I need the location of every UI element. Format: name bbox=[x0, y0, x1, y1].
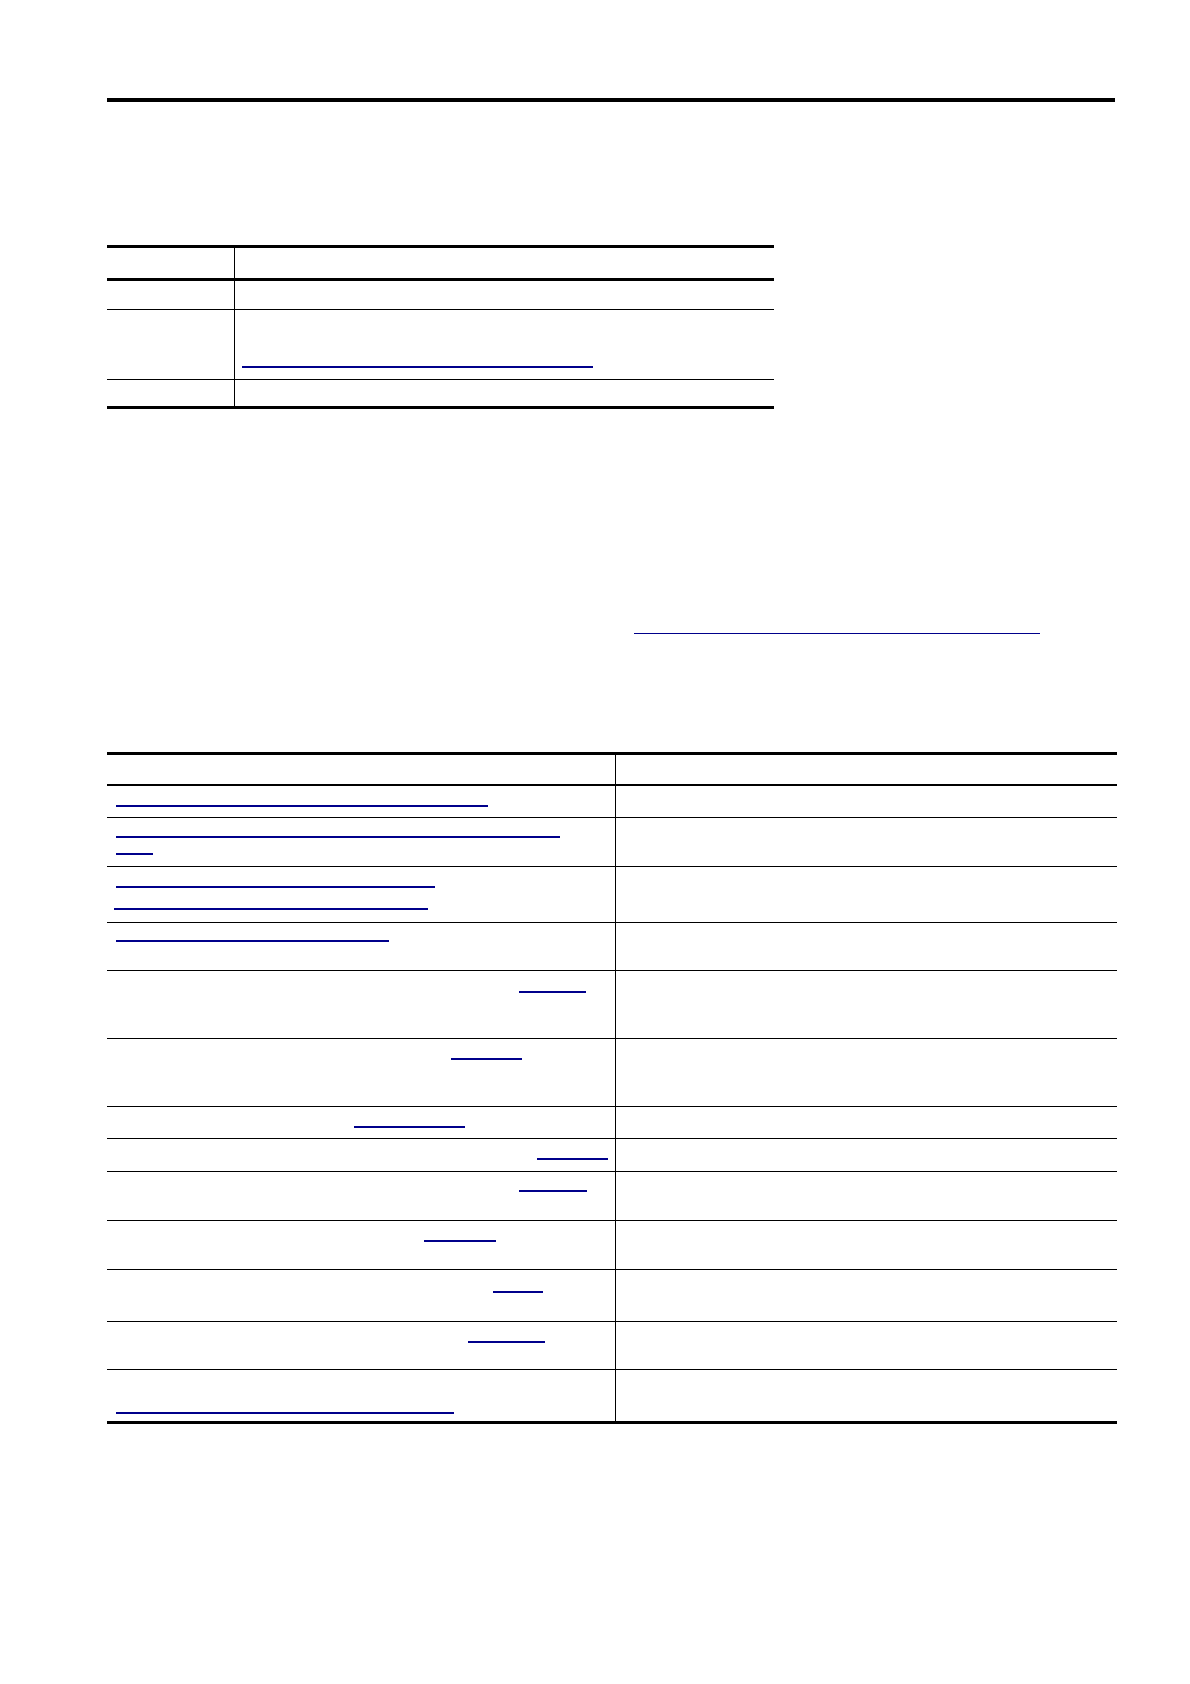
contents-link-table-link-underline[interactable] bbox=[519, 1190, 587, 1192]
document-info-table bbox=[107, 245, 774, 409]
paragraph-link-underline[interactable] bbox=[634, 633, 1040, 635]
contents-link-table-link-underline[interactable] bbox=[116, 1412, 454, 1414]
contents-link-table-row-border bbox=[107, 970, 1117, 971]
contents-link-table-link-underline[interactable] bbox=[493, 1291, 543, 1293]
contents-link-table-link-underline[interactable] bbox=[114, 908, 428, 910]
document-info-table-row-border bbox=[107, 406, 774, 409]
contents-link-table-link-underline[interactable] bbox=[519, 991, 586, 993]
contents-link-table-row-border bbox=[107, 1321, 1117, 1322]
top-rule bbox=[107, 98, 1115, 102]
contents-link-table-row-border bbox=[107, 922, 1117, 923]
contents-link-table-row-border bbox=[107, 1106, 1117, 1107]
contents-link-table-row-border bbox=[107, 1369, 1117, 1370]
document-info-table-link-underline[interactable] bbox=[242, 366, 593, 368]
contents-link-table-row-border bbox=[107, 1269, 1117, 1270]
contents-link-table-link-underline[interactable] bbox=[468, 1341, 545, 1343]
document-info-table-column-divider bbox=[234, 245, 235, 409]
contents-link-table-row-border bbox=[107, 784, 1117, 787]
document-info-table-row-border bbox=[107, 379, 774, 380]
contents-link-table-link-underline[interactable] bbox=[116, 940, 389, 942]
contents-link-table-link-underline[interactable] bbox=[451, 1058, 522, 1060]
contents-link-table-link-underline[interactable] bbox=[116, 836, 560, 838]
contents-link-table-row-border bbox=[107, 1421, 1117, 1424]
contents-link-table-row-border bbox=[107, 752, 1117, 755]
contents-link-table-link-underline[interactable] bbox=[354, 1126, 465, 1128]
contents-link-table-link-underline[interactable] bbox=[116, 853, 153, 855]
contents-link-table-link-underline[interactable] bbox=[116, 886, 435, 888]
contents-link-table-row-border bbox=[107, 1220, 1117, 1221]
contents-link-table-link-underline[interactable] bbox=[116, 805, 488, 807]
contents-link-table-link-underline[interactable] bbox=[537, 1158, 608, 1160]
document-info-table-row-border bbox=[107, 309, 774, 310]
contents-link-table bbox=[107, 752, 1117, 1424]
contents-link-table-link-underline[interactable] bbox=[424, 1240, 496, 1242]
contents-link-table-row-border bbox=[107, 866, 1117, 867]
contents-link-table-row-border bbox=[107, 1138, 1117, 1139]
contents-link-table-row-border bbox=[107, 817, 1117, 818]
document-info-table-row-border bbox=[107, 278, 774, 281]
contents-link-table-row-border bbox=[107, 1038, 1117, 1039]
contents-link-table-row-border bbox=[107, 1171, 1117, 1172]
contents-link-table-column-divider bbox=[615, 752, 616, 1424]
document-info-table-row-border bbox=[107, 245, 774, 248]
